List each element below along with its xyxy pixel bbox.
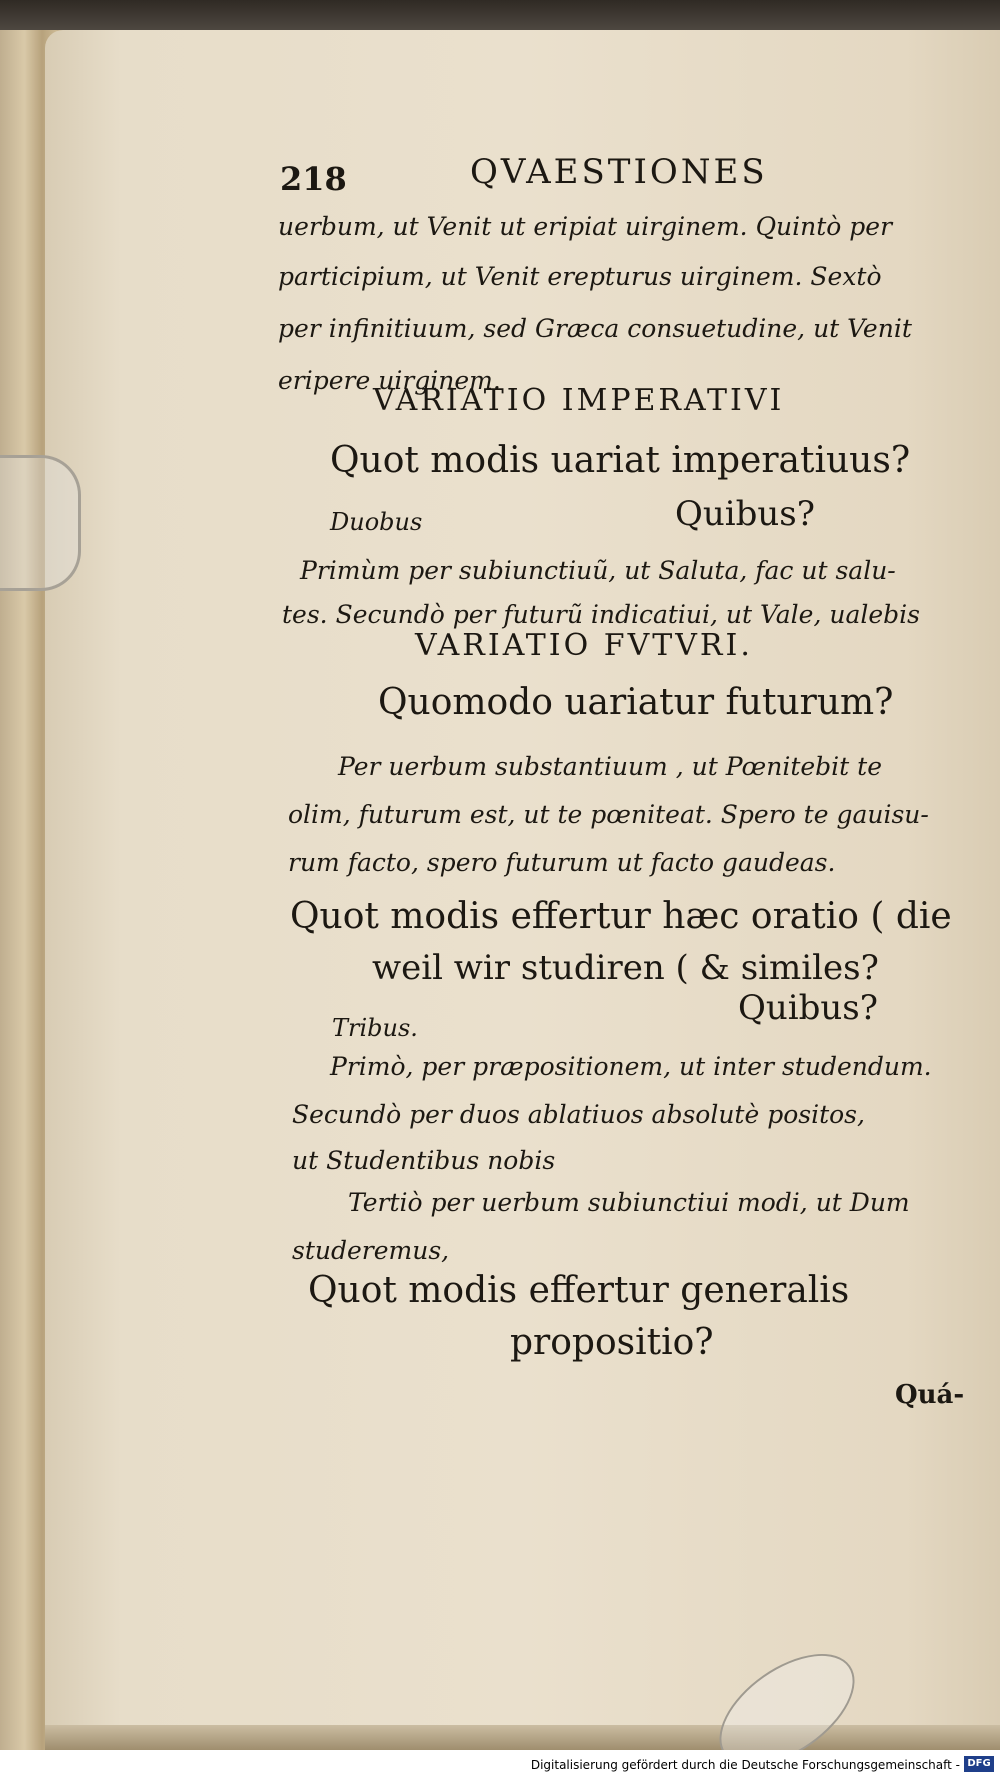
footer-text: Digitalisierung gefördert durch die Deutsche Forschungsgemeinschaft - xyxy=(530,1758,960,1772)
text-line: Per uerbum substantiuum , ut Pœnitebit te xyxy=(338,752,882,781)
text-line: Tertiò per uerbum subiunctiui modi, ut Dum xyxy=(348,1188,910,1217)
question: Quot modis effertur hæc oratio ( die xyxy=(290,896,952,937)
text-line: participium, ut Venit erepturus uirginem. Sextò xyxy=(278,262,882,291)
text-line: Secundò per duos ablatiuos absolutè positos, xyxy=(292,1100,865,1129)
answer: Tribus. xyxy=(332,1014,418,1042)
section-heading: VARIATIO IMPERATIVI xyxy=(373,383,785,418)
sub-question: Quibus? xyxy=(738,988,878,1028)
catchword: Quá- xyxy=(895,1380,965,1410)
text-line: olim, futurum est, ut te pœniteat. Spero te gauisu- xyxy=(288,800,929,829)
text-line: studeremus, xyxy=(292,1236,450,1265)
text-line: ut Studentibus nobis xyxy=(292,1146,556,1175)
question: Quot modis uariat imperatiuus? xyxy=(330,440,911,481)
page-number: 218 xyxy=(280,160,347,198)
question: Quomodo uariatur futurum? xyxy=(378,682,894,723)
question: Quot modis effertur generalis xyxy=(308,1270,850,1311)
text-line: tes. Secundò per futurũ indicatiui, ut Vale, ualebis xyxy=(282,600,920,629)
text-line: Primò, per præpositionem, ut inter studendum. xyxy=(330,1052,932,1081)
section-heading: VARIATIO FVTVRI. xyxy=(415,628,753,663)
text-line: rum facto, spero futurum ut facto gaudeas. xyxy=(288,848,836,877)
text-line: per infinitiuum, sed Græca consuetudine, ut Venit xyxy=(278,314,912,343)
question: propositio? xyxy=(510,1322,714,1363)
page-clip xyxy=(0,455,81,591)
sub-question: Quibus? xyxy=(675,494,815,534)
dfg-logo: DFG xyxy=(964,1756,994,1772)
answer: Duobus xyxy=(330,508,423,536)
page-bottom-edge xyxy=(45,1725,1000,1750)
text-line: Primùm per subiunctiuũ, ut Saluta, fac ut salu- xyxy=(300,556,896,585)
question: weil wir studiren ( & similes? xyxy=(372,948,879,988)
text-line: eripere uirginem. xyxy=(278,366,501,395)
text-line: uerbum, ut Venit ut eripiat uirginem. Quintò per xyxy=(278,212,893,241)
running-head: QVAESTIONES xyxy=(470,152,768,192)
digitization-footer xyxy=(0,1750,1000,1779)
